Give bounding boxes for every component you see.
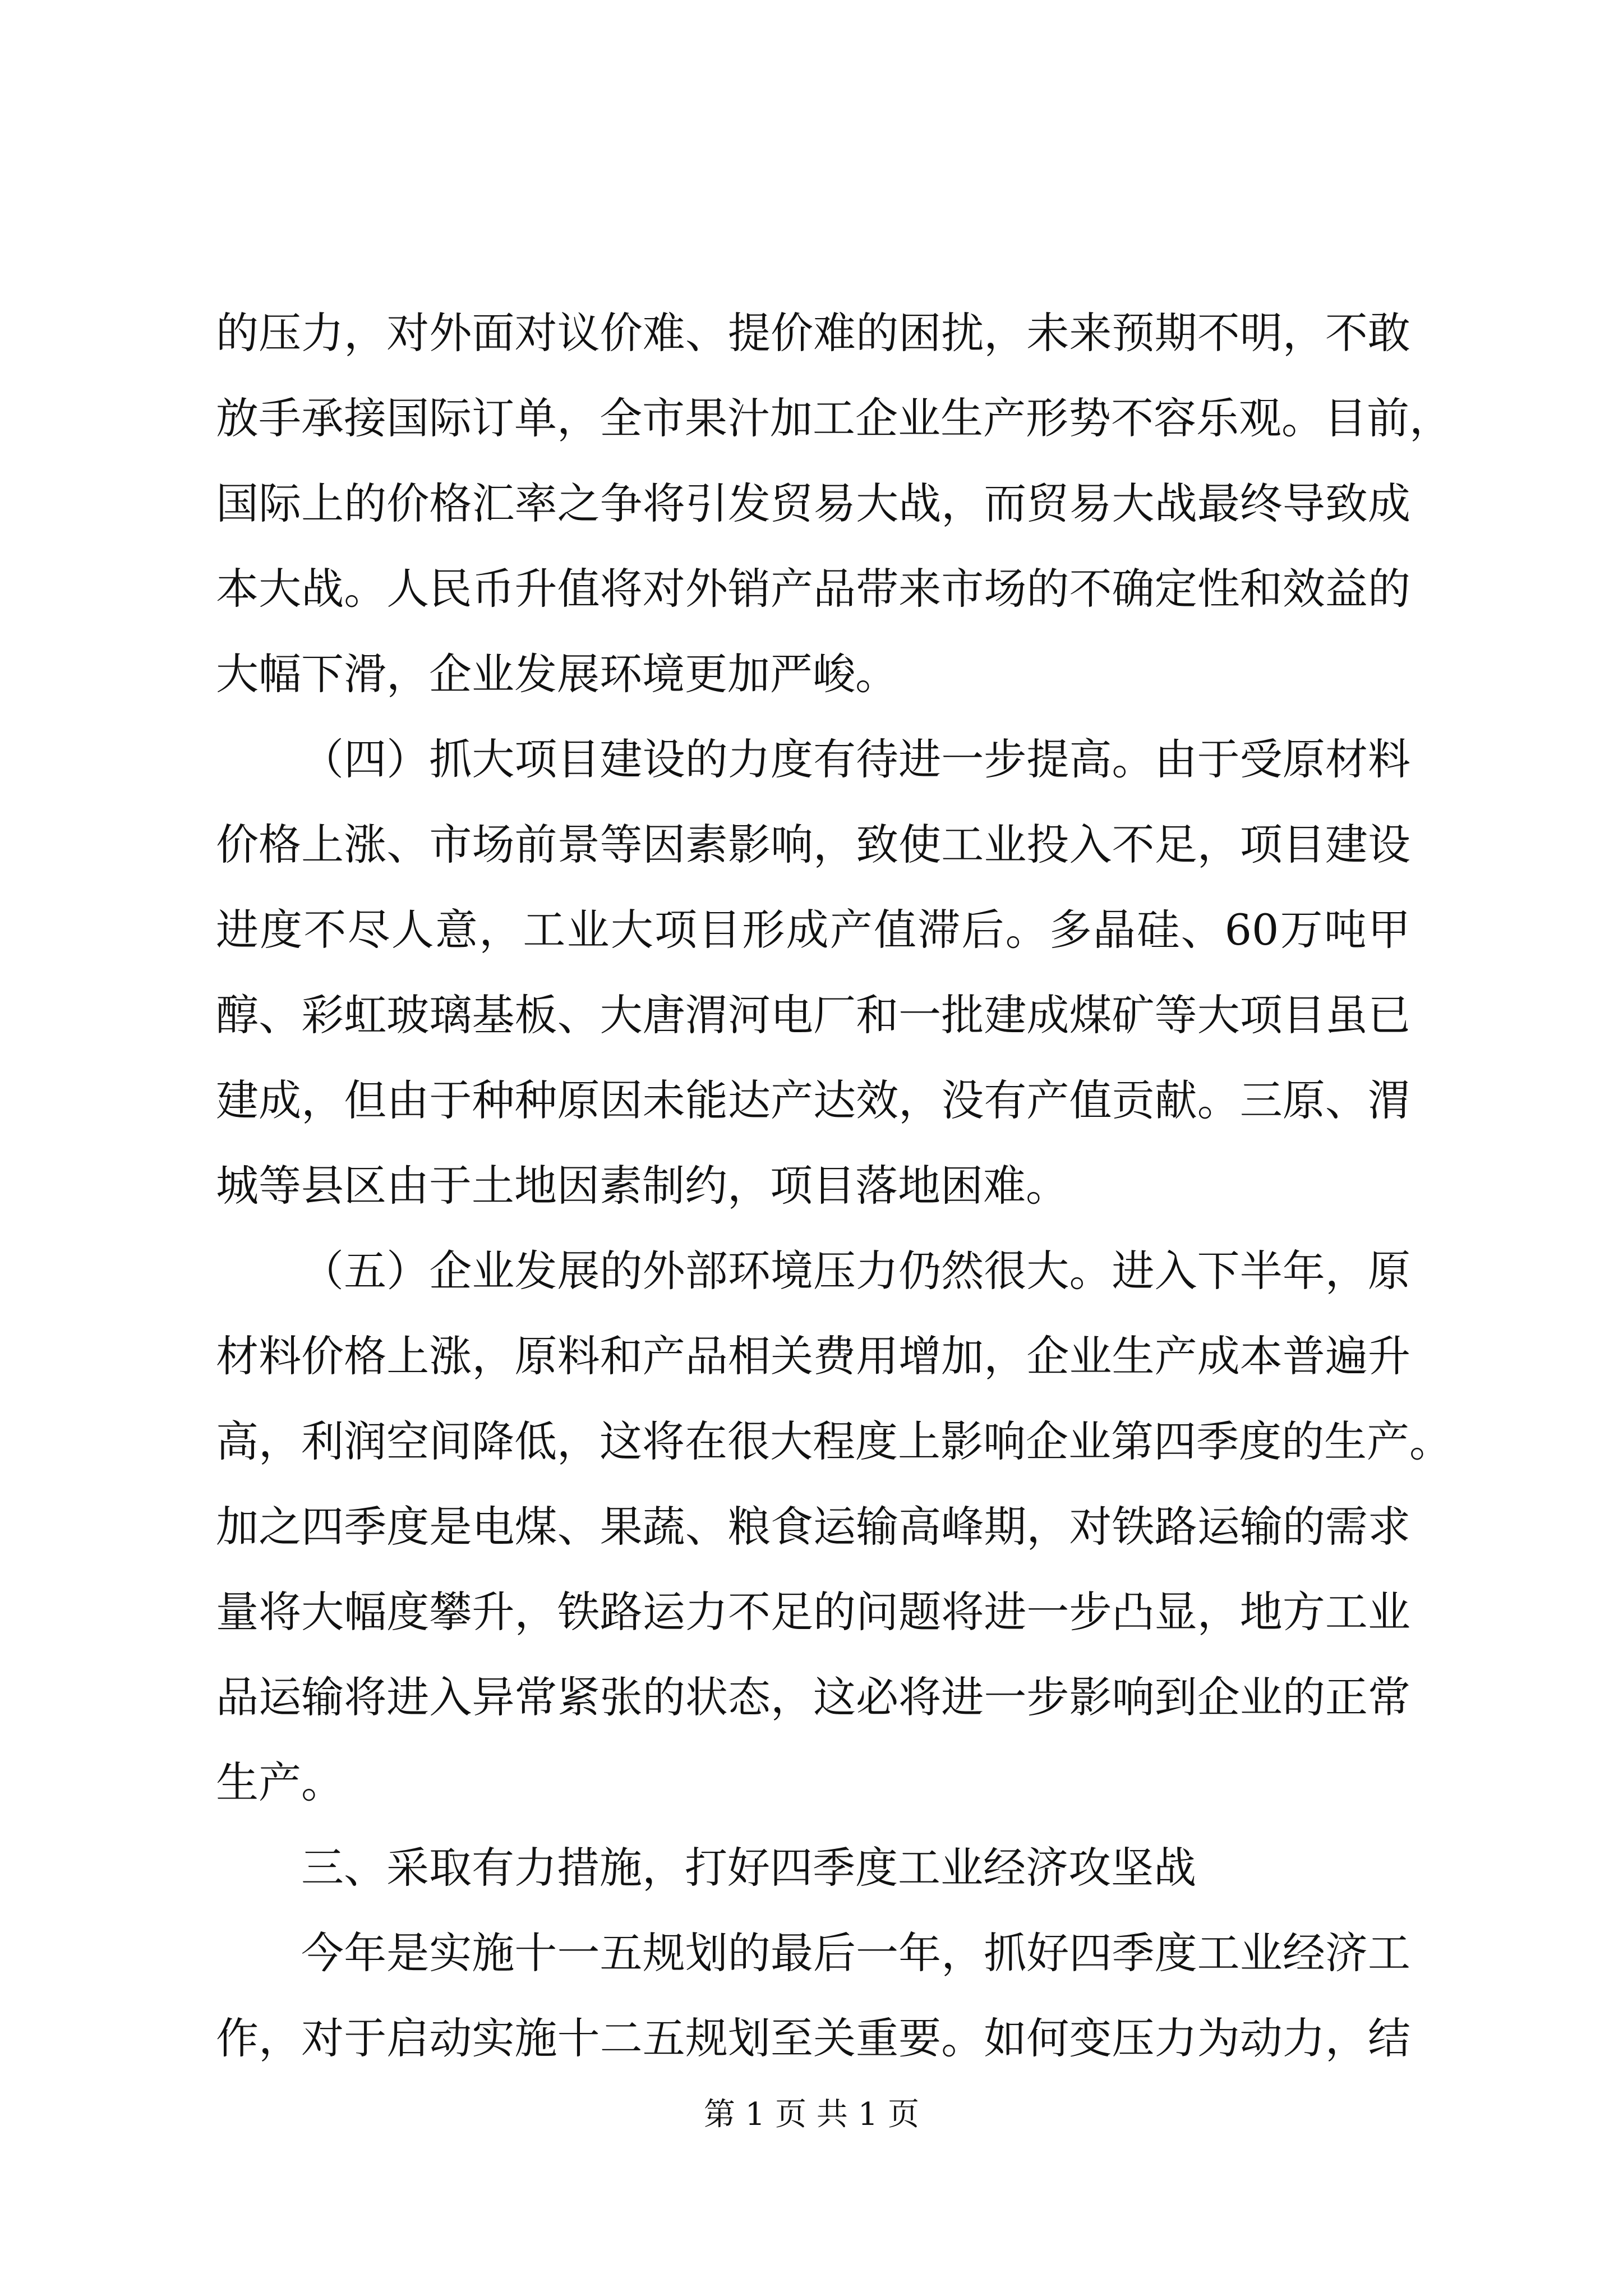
- text-line: 生产。: [216, 1757, 344, 1807]
- text-line: 城等县区由于土地因素制约，项目落地困难。: [216, 1161, 1068, 1211]
- text-line: 进度不尽人意，工业大项目形成产值滞后。多晶硅、60万吨甲: [216, 905, 1410, 955]
- text-line: 放手承接国际订单，全市果汁加工企业生产形势不容乐观。目前，: [216, 393, 1452, 443]
- text-line: 品运输将进入异常紧张的状态，这必将进一步影响到企业的正常: [216, 1672, 1410, 1722]
- text-line: 三、采取有力措施，打好四季度工业经济攻坚战: [301, 1843, 1196, 1893]
- text-line: 醇、彩虹玻璃基板、大唐渭河电厂和一批建成煤矿等大项目虽已: [216, 990, 1410, 1040]
- text-line: 本大战。人民币升值将对外销产品带来市场的不确定性和效益的: [216, 564, 1410, 614]
- text-line: 的压力，对外面对议价难、提价难的困扰，未来预期不明，不敢: [216, 308, 1410, 358]
- page-footer: 第 1 页 共 1 页: [703, 2096, 920, 2133]
- text-line: 材料价格上涨，原料和产品相关费用增加，企业生产成本普遍升: [216, 1331, 1410, 1381]
- text-line: 建成，但由于种种原因未能达产达效，没有产值贡献。三原、渭: [216, 1075, 1410, 1125]
- text-line: 高，利润空间降低，这将在很大程度上影响企业第四季度的生产。: [216, 1416, 1452, 1466]
- document-body: [216, 291, 1452, 2081]
- text-line: （四）抓大项目建设的力度有待进一步提高。由于受原材料: [301, 734, 1410, 784]
- text-line: 今年是实施十一五规划的最后一年，抓好四季度工业经济工: [301, 1928, 1410, 1978]
- text-line: （五）企业发展的外部环境压力仍然很大。进入下半年，原: [301, 1246, 1410, 1296]
- text-line: 国际上的价格汇率之争将引发贸易大战，而贸易大战最终导致成: [216, 478, 1410, 528]
- text-line: 价格上涨、市场前景等因素影响，致使工业投入不足，项目建设: [216, 820, 1410, 869]
- text-line: 作，对于启动实施十二五规划至关重要。如何变压力为动力，结: [216, 2013, 1410, 2063]
- text-line: 加之四季度是电煤、果蔬、粮食运输高峰期，对铁路运输的需求: [216, 1502, 1410, 1552]
- text-line: 量将大幅度攀升，铁路运力不足的问题将进一步凸显，地方工业: [216, 1587, 1410, 1637]
- text-line: 大幅下滑，企业发展环境更加严峻。: [216, 649, 898, 699]
